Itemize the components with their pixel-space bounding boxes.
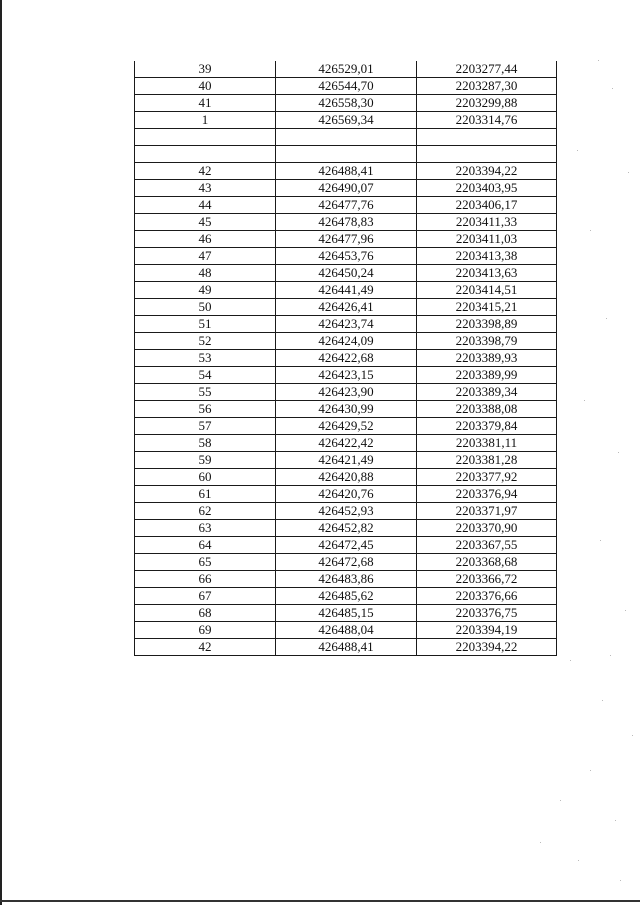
coordinates-table	[134, 61, 557, 656]
y-coordinate-cell: 2203381,11	[417, 435, 557, 452]
y-coordinate-cell: 2203376,94	[417, 486, 557, 503]
x-coordinate-cell: 426472,45	[276, 537, 417, 554]
scan-speck	[577, 150, 578, 151]
point-number-cell: 46	[135, 231, 276, 248]
point-number-cell: 54	[135, 367, 276, 384]
table-row	[135, 248, 557, 265]
x-coordinate-cell: 426544,70	[276, 78, 417, 95]
point-number-cell: 69	[135, 622, 276, 639]
y-coordinate-cell: 2203394,22	[417, 163, 557, 180]
point-number-cell: 63	[135, 520, 276, 537]
x-coordinate-cell: 426430,99	[276, 401, 417, 418]
y-coordinate-cell: 2203388,08	[417, 401, 557, 418]
point-number-cell: 39	[135, 61, 276, 78]
x-coordinate-cell: 426426,41	[276, 299, 417, 316]
point-number-cell: 56	[135, 401, 276, 418]
point-number-cell: 49	[135, 282, 276, 299]
y-coordinate-cell: 2203376,75	[417, 605, 557, 622]
x-coordinate-cell: 426478,83	[276, 214, 417, 231]
x-coordinate-cell	[276, 146, 417, 163]
x-coordinate-cell: 426420,76	[276, 486, 417, 503]
y-coordinate-cell: 2203389,99	[417, 367, 557, 384]
point-number-cell: 57	[135, 418, 276, 435]
scan-speck	[584, 400, 585, 401]
table-row	[135, 367, 557, 384]
x-coordinate-cell: 426490,07	[276, 180, 417, 197]
scan-speck	[615, 820, 616, 821]
scan-speck	[625, 610, 626, 611]
scan-speck	[606, 318, 607, 319]
y-coordinate-cell: 2203411,03	[417, 231, 557, 248]
point-number-cell: 41	[135, 95, 276, 112]
point-number-cell: 50	[135, 299, 276, 316]
table-row	[135, 384, 557, 401]
table-row	[135, 197, 557, 214]
table-row	[135, 350, 557, 367]
x-coordinate-cell: 426452,93	[276, 503, 417, 520]
x-coordinate-cell: 426423,90	[276, 384, 417, 401]
page-bottom-edge	[0, 900, 640, 902]
scan-speck	[612, 88, 613, 89]
x-coordinate-cell: 426485,62	[276, 588, 417, 605]
x-coordinate-cell: 426421,49	[276, 452, 417, 469]
x-coordinate-cell: 426423,74	[276, 316, 417, 333]
x-coordinate-cell: 426441,49	[276, 282, 417, 299]
table-row	[135, 622, 557, 639]
table-row	[135, 61, 557, 78]
x-coordinate-cell: 426424,09	[276, 333, 417, 350]
table-row	[135, 503, 557, 520]
point-number-cell: 61	[135, 486, 276, 503]
x-coordinate-cell: 426477,76	[276, 197, 417, 214]
point-number-cell: 53	[135, 350, 276, 367]
x-coordinate-cell: 426429,52	[276, 418, 417, 435]
scan-speck	[590, 230, 591, 231]
y-coordinate-cell: 2203389,34	[417, 384, 557, 401]
point-number-cell: 67	[135, 588, 276, 605]
point-number-cell: 40	[135, 78, 276, 95]
scan-speck	[620, 880, 621, 881]
point-number-cell: 66	[135, 571, 276, 588]
table-row	[135, 639, 557, 656]
table-row	[135, 214, 557, 231]
y-coordinate-cell	[417, 146, 557, 163]
point-number-cell	[135, 129, 276, 146]
scan-speck	[600, 540, 601, 541]
y-coordinate-cell: 2203381,28	[417, 452, 557, 469]
scan-speck	[632, 735, 633, 736]
point-number-cell: 62	[135, 503, 276, 520]
y-coordinate-cell: 2203314,76	[417, 112, 557, 129]
x-coordinate-cell: 426483,86	[276, 571, 417, 588]
page-left-edge	[0, 0, 2, 905]
y-coordinate-cell: 2203277,44	[417, 61, 557, 78]
y-coordinate-cell: 2203368,68	[417, 554, 557, 571]
point-number-cell: 43	[135, 180, 276, 197]
table-row	[135, 163, 557, 180]
table-row	[135, 401, 557, 418]
y-coordinate-cell: 2203379,84	[417, 418, 557, 435]
scan-speck	[610, 655, 611, 656]
table-row	[135, 588, 557, 605]
table-row	[135, 265, 557, 282]
y-coordinate-cell: 2203377,92	[417, 469, 557, 486]
y-coordinate-cell: 2203398,79	[417, 333, 557, 350]
table-row	[135, 571, 557, 588]
point-number-cell: 42	[135, 163, 276, 180]
scan-speck	[628, 172, 629, 173]
coordinates-table-body	[135, 61, 557, 656]
table-row	[135, 129, 557, 146]
point-number-cell: 48	[135, 265, 276, 282]
scan-speck	[598, 60, 599, 61]
table-row	[135, 299, 557, 316]
point-number-cell: 45	[135, 214, 276, 231]
x-coordinate-cell: 426423,15	[276, 367, 417, 384]
y-coordinate-cell: 2203394,22	[417, 639, 557, 656]
point-number-cell	[135, 146, 276, 163]
point-number-cell: 51	[135, 316, 276, 333]
y-coordinate-cell: 2203367,55	[417, 537, 557, 554]
table-row	[135, 469, 557, 486]
scan-speck	[590, 770, 591, 771]
scan-speck	[570, 660, 571, 661]
y-coordinate-cell: 2203370,90	[417, 520, 557, 537]
coordinates-table-container	[134, 61, 556, 656]
x-coordinate-cell: 426488,04	[276, 622, 417, 639]
scan-speck	[578, 860, 579, 861]
x-coordinate-cell: 426450,24	[276, 265, 417, 282]
table-row	[135, 435, 557, 452]
table-row	[135, 605, 557, 622]
point-number-cell: 59	[135, 452, 276, 469]
x-coordinate-cell: 426488,41	[276, 163, 417, 180]
x-coordinate-cell: 426558,30	[276, 95, 417, 112]
point-number-cell: 64	[135, 537, 276, 554]
table-row	[135, 554, 557, 571]
point-number-cell: 65	[135, 554, 276, 571]
y-coordinate-cell: 2203403,95	[417, 180, 557, 197]
point-number-cell: 68	[135, 605, 276, 622]
x-coordinate-cell: 426453,76	[276, 248, 417, 265]
y-coordinate-cell: 2203299,88	[417, 95, 557, 112]
y-coordinate-cell: 2203411,33	[417, 214, 557, 231]
point-number-cell: 52	[135, 333, 276, 350]
y-coordinate-cell: 2203415,21	[417, 299, 557, 316]
table-row	[135, 146, 557, 163]
x-coordinate-cell: 426420,88	[276, 469, 417, 486]
scan-speck	[602, 700, 603, 701]
y-coordinate-cell: 2203394,19	[417, 622, 557, 639]
y-coordinate-cell: 2203406,17	[417, 197, 557, 214]
x-coordinate-cell: 426477,96	[276, 231, 417, 248]
y-coordinate-cell: 2203376,66	[417, 588, 557, 605]
y-coordinate-cell: 2203366,72	[417, 571, 557, 588]
y-coordinate-cell: 2203413,38	[417, 248, 557, 265]
x-coordinate-cell: 426488,41	[276, 639, 417, 656]
point-number-cell: 60	[135, 469, 276, 486]
table-row	[135, 486, 557, 503]
table-row	[135, 520, 557, 537]
x-coordinate-cell: 426529,01	[276, 61, 417, 78]
point-number-cell: 42	[135, 639, 276, 656]
table-row	[135, 452, 557, 469]
point-number-cell: 55	[135, 384, 276, 401]
y-coordinate-cell: 2203371,97	[417, 503, 557, 520]
y-coordinate-cell: 2203398,89	[417, 316, 557, 333]
table-row	[135, 316, 557, 333]
x-coordinate-cell: 426472,68	[276, 554, 417, 571]
x-coordinate-cell: 426422,42	[276, 435, 417, 452]
table-row	[135, 282, 557, 299]
y-coordinate-cell	[417, 129, 557, 146]
table-row	[135, 537, 557, 554]
table-row	[135, 95, 557, 112]
y-coordinate-cell: 2203389,93	[417, 350, 557, 367]
table-row	[135, 112, 557, 129]
table-row	[135, 418, 557, 435]
y-coordinate-cell: 2203413,63	[417, 265, 557, 282]
scan-speck	[618, 452, 619, 453]
table-row	[135, 231, 557, 248]
point-number-cell: 47	[135, 248, 276, 265]
y-coordinate-cell: 2203414,51	[417, 282, 557, 299]
table-row	[135, 78, 557, 95]
x-coordinate-cell: 426485,15	[276, 605, 417, 622]
scan-speck	[540, 842, 541, 843]
table-row	[135, 180, 557, 197]
point-number-cell: 58	[135, 435, 276, 452]
scan-speck	[560, 800, 561, 801]
table-row	[135, 333, 557, 350]
x-coordinate-cell: 426452,82	[276, 520, 417, 537]
point-number-cell: 44	[135, 197, 276, 214]
point-number-cell: 1	[135, 112, 276, 129]
y-coordinate-cell: 2203287,30	[417, 78, 557, 95]
x-coordinate-cell: 426422,68	[276, 350, 417, 367]
x-coordinate-cell	[276, 129, 417, 146]
x-coordinate-cell: 426569,34	[276, 112, 417, 129]
